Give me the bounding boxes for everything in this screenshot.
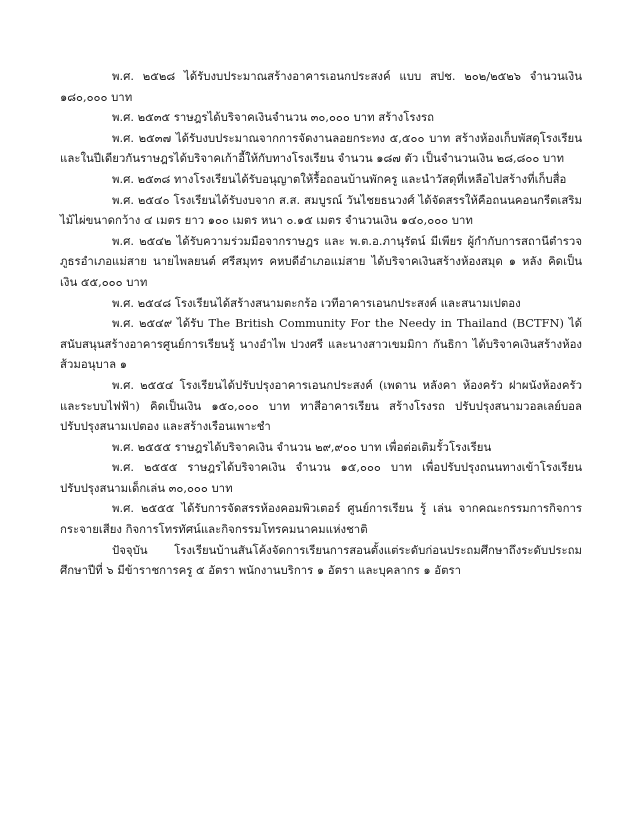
history-paragraph-6: พ.ศ. ๒๕๔๒ ได้รับความร่วมมือจากราษฎร และ พ.ต.อ.ภานุรัตน์ มีเพียร ผู้กำกับการสถานีตำรวจภูธรอำเภอแม่สาย นายไพลยนต์ ศรีสมุทร คหบดีอำเภอแม่สาย ได้บริจาคเงินสร้างห้องสมุด ๑ หลัง คิดเป็นเงิน ๕๕,๐๐๐ บาท	[60, 233, 582, 289]
history-paragraph-9: พ.ศ. ๒๕๕๔ โรงเรียนได้ปรับปรุงอาคารเอนกประสงค์ (เพดาน หลังคา ห้องครัว ฝาผนังห้องครัว และระบบไฟฟ้า) คิดเป็นเงิน ๑๕๐,๐๐๐ บาท ทาสีอาคารเรียน สร้างโรงรถ ปรับปรุงสนามวอลเลย์บอล ปรับปรุงสนามเปตอง และสร้างเรือนเพาะชำ	[60, 377, 582, 434]
history-paragraph-3: พ.ศ. ๒๕๓๗ ได้รับงบประมาณจากการจัดงานลอยกระทง ๕,๕๐๐ บาท สร้างห้องเก็บพัสดุโรงเรียนและในปีเดียวกันราษฎรได้บริจาคเก้าอี้ให้กับทางโรงเรียน จำนวน ๑๘๗ ตัว เป็นจำนวนเงิน ๒๘,๘๐๐ บาท	[60, 130, 582, 166]
history-paragraph-4: พ.ศ. ๒๕๓๘ ทางโรงเรียนได้รับอนุญาตให้รื้อถอนบ้านพักครู และนำวัสดุที่เหลือไปสร้างที่เก็บสื่อ	[112, 171, 567, 186]
history-paragraph-10: พ.ศ. ๒๕๕๕ ราษฎรได้บริจาคเงิน จำนวน ๒๙,๙๐๐ บาท เพื่อต่อเติมรั้วโรงเรียน	[112, 439, 492, 454]
history-paragraph-12: พ.ศ. ๒๕๕๕ ได้รับการจัดสรรห้องคอมพิวเตอร์ ศูนย์การเรียน รู้ เล่น จากคณะกรรมการกิจการกระจายเสียง กิจการโทรทัศน์และกิจกรรมโทรคมนาคมแห่งชาติ	[60, 501, 582, 537]
history-paragraph-1: พ.ศ. ๒๕๒๘ ได้รับงบประมาณสร้างอาคารเอนกประสงค์ แบบ สปช. ๒๐๒/๒๕๒๖ จำนวนเงิน ๑๘๐,๐๐๐ บาท	[60, 69, 582, 104]
history-paragraph-2: พ.ศ. ๒๕๓๕ ราษฎรได้บริจาคเงินจำนวน ๓๐,๐๐๐ บาท สร้างโรงรถ	[112, 110, 435, 125]
history-paragraph-13: ปัจจุบัน โรงเรียนบ้านสันโค้งจัดการเรียนการสอนตั้งแต่ระดับก่อนประถมศึกษาถึงระดับประถมศึกษาปีที่ ๖ มีข้าราชการครู ๕ อัตรา พนักงานบริการ ๑ อัตรา และบุคลากร ๑ อัตรา	[60, 542, 582, 578]
history-paragraph-11: พ.ศ. ๒๕๕๕ ราษฎรได้บริจาคเงิน จำนวน ๑๕,๐๐๐ บาท เพื่อปรับปรุงถนนทางเข้าโรงเรียน ปรับปรุงสนามเด็กเล่น ๓๐,๐๐๐ บาท	[60, 460, 582, 495]
history-paragraph-8: พ.ศ. ๒๕๔๙ ได้รับ The British Community For the Needy in Thailand (BCTFN) ได้สนับสนุนสร้างอาคารศูนย์การเรียนรู้ นางอำไพ ปวงศรี และนางสาวเขมมิกา กันธิกา ได้บริจาคเงินสร้างห้องส้วมอนุบาล ๑	[60, 316, 582, 372]
history-paragraph-5: พ.ศ. ๒๕๔๐ โรงเรียนได้รับงบจาก ส.ส. สมบูรณ์ วันไชยธนวงศ์ ได้จัดสรรให้คือถนนคอนกรีตเสริมไม้ไผ่ขนาดกว้าง ๔ เมตร ยาว ๑๐๐ เมตร หนา ๐.๑๕ เมตร จำนวนเงิน ๑๔๐,๐๐๐ บาท	[60, 192, 582, 228]
history-paragraph-7: พ.ศ. ๒๕๔๘ โรงเรียนได้สร้างสนามตะกร้อ เวทีอาคารเอนกประสงค์ และสนามเปตอง	[112, 295, 521, 310]
